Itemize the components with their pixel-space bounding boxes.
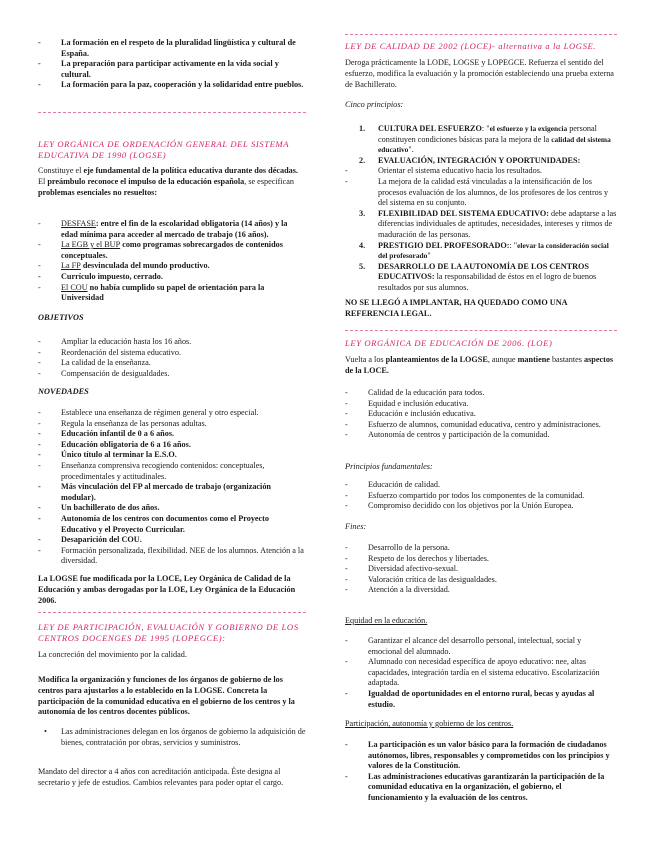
principio-item: 2. EVALUACIÓN, INTEGRACIÓN Y OPORTUNIDADES: - Orientar el sistema educativo hacia los resultados. - La mejora de la calidad está vinculadas a la intensificación de los procesos evaluación de los alumnos, de los profesores de los centros y del sistema en su conjunto.: [345, 156, 617, 209]
list-item: - Educación de calidad.: [345, 480, 617, 491]
principio-item: 3. FLEXIBILIDAD DEL SISTEMA EDUCATIVO: debe adaptarse a las diferencias individuales de aptitudes, necesidades, intereses y ritmos de maduración de las personas.: [359, 208, 617, 239]
list-item: - Compensación de desigualdades.: [38, 369, 306, 380]
list-item: - Autonomía de centros y participación de la comunidad.: [345, 430, 617, 441]
logse-intro: Constituye el eje fundamental de la política educativa durante dos décadas. El preámbulo reconoce el impulso de la educación española, se especifican problemas esenciales no resueltos:: [38, 166, 298, 197]
list-item: - Las administraciones educativas garantizarán la participación de la comunidad educativa en la organización, el gobierno, el funcionamiento y la evaluación de los centros.: [345, 772, 617, 804]
list-item: - Enseñanza comprensiva recogiendo contenidos: conceptuales, procedimentales y actitudinales.: [38, 461, 306, 482]
section-divider: [38, 112, 306, 113]
loe-equidad-title: Equidad en la educación.: [345, 616, 428, 625]
loce-header: LEY DE CALIDAD DE 2002 (LOCE)- alternativa a la LOGSE.: [345, 41, 597, 51]
list-item: - La calidad de la enseñanza.: [38, 358, 306, 369]
list-item: - Educación obligatoria de 6 a 16 años.: [38, 440, 306, 451]
list-item: - La preparación para participar activamente en la vida social y cultural.: [38, 59, 306, 80]
lopegce-line: La concreción del movimiento por la calidad.: [38, 650, 187, 659]
principio-item: 1. CULTURA DEL ESFUERZO: "el esfuerzo y la exigencia personal constituyen condiciones básicas para la mejora de la calidad del sistema educativo".: [359, 124, 611, 155]
section-divider: [345, 330, 617, 331]
loe-header: LEY ORGÁNICA DE EDUCACIÓN DE 2006. (LOE): [345, 338, 553, 348]
list-item: - Alumnado con necesidad específica de apoyo educativo: nee, altas capacidades, integración tardía en el sistema educativo. Escolarización adaptada.: [345, 657, 617, 689]
list-item: - Único título al terminar la E.S.O.: [38, 450, 306, 461]
logse-closing: La LOGSE fue modificada por la LOCE, Ley Orgánica de Calidad de la Educación y ambas derogadas por la LOE, Ley Orgánica de la Educación 2006.: [38, 574, 296, 605]
list-item: - Compromiso decidido con los objetivos por la Unión Europea.: [345, 501, 617, 512]
list-item: - Educación e inclusión educativa.: [345, 409, 617, 420]
list-item: - La formación para la paz, cooperación y la solidaridad entre pueblos.: [38, 80, 306, 91]
list-item: - Currículo impuesto, cerrado.: [38, 272, 306, 283]
list-item: • Las administraciones delegan en los órganos de gobierno la adquisición de bienes, contratación por obras, servicios y suministros.: [38, 727, 306, 748]
lopegce-bullets: [38, 727, 306, 748]
list-item: - La formación en el respeto de la pluralidad lingüística y cultural de España.: [38, 38, 306, 59]
lopegce-header: LEY DE PARTICIPACIÓN, EVALUACIÓN Y GOBIERNO DE LOS CENTROS DOCENGES DE 1995 (LOPEGCE):: [38, 622, 299, 643]
list-item: - Atención a la diversidad.: [345, 585, 617, 596]
list-item: - Formación personalizada, flexibilidad. NEE de los alumnos. Atención a la diversidad.: [38, 546, 306, 567]
list-item: - La EGB y el BUP como programas sobrecargados de contenidos conceptuales.: [38, 240, 306, 261]
list-item: - Más vinculación del FP al mercado de trabajo (organización modular).: [38, 482, 306, 503]
loe-intro: Vuelta a los planteamientos de la LOGSE, aunque mantiene bastantes aspectos de la LOCE.: [345, 355, 614, 375]
list-item: - Equidad e inclusión educativa.: [345, 399, 617, 410]
loe-aspectos: [345, 388, 617, 441]
list-item: - Educación infantil de 0 a 6 años.: [38, 429, 306, 440]
loe-participacion: [345, 740, 617, 804]
loe-fines: [345, 543, 617, 596]
list-item: - Desarrollo de la persona.: [345, 543, 617, 554]
list-item: - Calidad de la educación para todos.: [345, 388, 617, 399]
list-item: - Desaparición del COU.: [38, 535, 306, 546]
list-item: - Ampliar la educación hasta los 16 años.: [38, 337, 306, 348]
loce-closing: NO SE LLEGÓ A IMPLANTAR, HA QUEDADO COMO UNA REFERENCIA LEGAL.: [345, 298, 568, 318]
principio-item: 4. PRESTIGIO DEL PROFESORADO:: "elevar la consideración social del profesorado": [359, 240, 609, 261]
list-item: - Diversidad afectivo-sexual.: [345, 564, 617, 575]
loe-principios-title: Principios fundamentales:: [345, 462, 433, 471]
loce-intro: Deroga prácticamente la LODE, LOGSE y LOPEGCE. Refuerza el sentido del esfuerzo, modifica la evaluación y la promoción estableciendo una prueba externa de Bachillerato.: [345, 58, 614, 89]
objetivos-title: OBJETIVOS: [38, 313, 84, 322]
loe-participacion-title: Participación, autonomía y gobierno de los centros.: [345, 719, 514, 728]
top-list: [38, 38, 306, 91]
list-item: - Esfuerzo de alumnos, comunidad educativa, centro y administraciones.: [345, 420, 617, 431]
loce-principios-title: Cinco principios:: [345, 100, 404, 109]
objetivos-list: [38, 337, 306, 379]
lopegce-paragraph: Modifica la organización y funciones de los órganos de gobierno de los centros para ajustarlos a lo establecido en la LOGSE. Concreta la participación de la comunidad educativa en el gobierno de los centros y la autonomía de los centros docentes públicos.: [38, 675, 295, 717]
novedades-title: NOVEDADES: [38, 387, 89, 396]
section-divider: [345, 34, 617, 35]
list-item: - Reordenación del sistema educativo.: [38, 348, 306, 359]
logse-header: LEY ORGÁNICA DE ORDENACIÓN GENERAL DEL SISTEMA EDUCATIVA DE 1990 (LOGSE): [38, 139, 289, 160]
list-item: - DESFASE: entre el fin de la escolaridad obligatoria (14 años) y la edad mínima para acceder al mercado de trabajo (16 años).: [38, 219, 306, 240]
list-item: - Un bachillerato de dos años.: [38, 503, 306, 514]
list-item: - La participación es un valor básico para la formación de ciudadanos autónomos, libres, responsables y comprometidos con los principios y valores de la Constitución.: [345, 740, 617, 772]
list-item: - Igualdad de oportunidades en el entorno rural, becas y ayudas al estudio.: [345, 689, 617, 710]
novedades-list: [38, 408, 306, 567]
loce-principios: [345, 124, 617, 294]
list-item: - Valoración crítica de las desigualdades.: [345, 575, 617, 586]
list-item: - Establece una enseñanza de régimen general y otro especial.: [38, 408, 306, 419]
section-divider: [38, 612, 306, 613]
list-item: - Respeto de los derechos y libertades.: [345, 554, 617, 565]
list-item: - La FP desvinculada del mundo productivo.: [38, 261, 306, 272]
list-item: - Regula la enseñanza de las personas adultas.: [38, 419, 306, 430]
loe-fines-title: Fines:: [345, 522, 367, 531]
list-item: - Orientar el sistema educativo hacia los resultados.: [345, 166, 617, 177]
list-item: - Garantizar el alcance del desarrollo personal, intelectual, social y emocional del alumnado.: [345, 636, 617, 657]
loe-principios: [345, 480, 617, 512]
list-item: - Esfuerzo compartido por todos los componentes de la comunidad.: [345, 491, 617, 502]
list-item: - El COU no había cumplido su papel de orientación para la Universidad: [38, 283, 306, 304]
list-item: - Autonomía de los centros con documentos como el Proyecto Educativo y el Proyecto Curricular.: [38, 514, 306, 535]
loe-equidad: [345, 636, 617, 710]
list-item: - La mejora de la calidad está vinculadas a la intensificación de los procesos evaluación de los alumnos, de los profesores de los centros y del sistema en su conjunto.: [345, 177, 617, 209]
logse-problems: [38, 219, 306, 304]
principio-item: 5. DESARROLLO DE LA AUTONOMÍA DE LOS CENTROS EDUCATIVOS: la responsabilidad de éstos en el logro de buenos resultados por sus alumnos.: [359, 261, 597, 292]
lopegce-mandato: Mandato del director a 4 años con acreditación anticipada. Éste designa al secretario y jefe de estudios. Cambios relevantes para poder optar el cargo.: [38, 767, 284, 787]
